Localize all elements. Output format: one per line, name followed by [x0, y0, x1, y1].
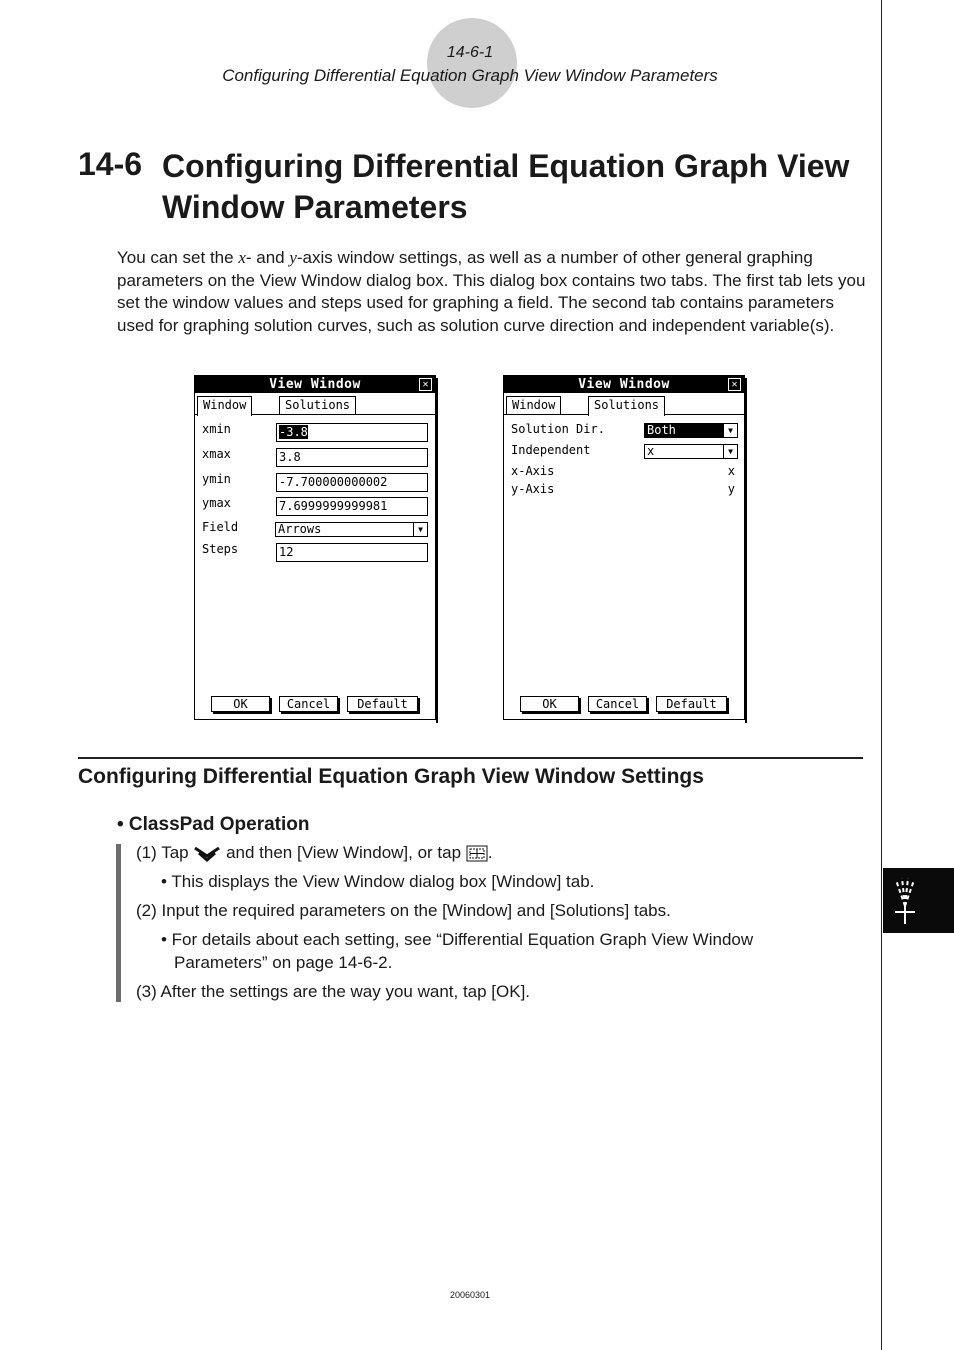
- field-select[interactable]: Arrows ▼: [275, 522, 428, 537]
- cancel-button[interactable]: Cancel: [588, 696, 647, 712]
- intro-paragraph: You can set the x- and y-axis window settings, as well as a number of other general graphing parameters on the View Window dialog box. This dialog box contains two tabs. The first tab lets you set the window values and steps used for graphing a field. The second tab contains parameters used for graphing solution curves, such as solution curve direction and independent variable(s).: [117, 248, 866, 336]
- field-label: Field: [202, 520, 239, 534]
- tab-window[interactable]: Window: [506, 396, 561, 414]
- xmax-label: xmax: [202, 447, 231, 461]
- dropdown-arrow-icon[interactable]: ▼: [723, 445, 737, 458]
- section-number: 14-6: [78, 146, 143, 182]
- tab-window[interactable]: Window: [197, 396, 252, 416]
- section-divider: [78, 757, 863, 759]
- y-axis-label: y-Axis: [511, 482, 555, 496]
- xmin-field[interactable]: -3.8: [276, 423, 428, 442]
- step-1: (1) Tap and then [View Window], or tap .: [136, 843, 493, 862]
- right-margin-rule: [881, 0, 882, 1350]
- close-icon[interactable]: ✕: [419, 378, 432, 391]
- y-axis-value: y: [727, 482, 735, 496]
- x-axis-label: x-Axis: [511, 464, 555, 478]
- step-2-note-line-1: • For details about each setting, see “Differential Equation Graph View Window: [161, 930, 754, 949]
- page-number-badge: [427, 18, 517, 108]
- independent-select[interactable]: x ▼: [644, 444, 738, 459]
- cancel-button[interactable]: Cancel: [279, 696, 338, 712]
- ymax-field[interactable]: 7.6999999999981: [276, 497, 428, 516]
- independent-label: Independent: [511, 443, 591, 457]
- xmin-label: xmin: [202, 422, 231, 436]
- section-title: Configuring Differential Equation Graph View Window Parameters: [162, 148, 850, 225]
- x-axis-value: x: [727, 464, 735, 478]
- dropdown-arrow-icon[interactable]: ▼: [723, 424, 737, 437]
- double-chevron-down-icon[interactable]: [193, 846, 221, 862]
- operation-sidebar: [116, 844, 121, 1002]
- step-2: (2) Input the required parameters on the [Window] and [Solutions] tabs.: [136, 901, 671, 920]
- running-header: Configuring Differential Equation Graph View Window Parameters: [222, 66, 718, 85]
- dialog-title: View Window: [504, 376, 744, 393]
- operation-heading: • ClassPad Operation: [117, 814, 310, 835]
- ok-button[interactable]: OK: [211, 696, 270, 712]
- step-3: (3) After the settings are the way you want, tap [OK].: [136, 982, 531, 1001]
- view-window-icon[interactable]: [466, 845, 488, 862]
- close-icon[interactable]: ✕: [728, 378, 741, 391]
- footer-code: 20060301: [449, 1290, 491, 1300]
- default-button[interactable]: Default: [656, 696, 727, 712]
- tab-bar: [504, 396, 744, 415]
- dialog-title: View Window: [195, 376, 435, 393]
- ymax-label: ymax: [202, 496, 231, 510]
- steps-label: Steps: [202, 542, 239, 556]
- ymin-field[interactable]: -7.700000000002: [276, 473, 428, 492]
- chapter-tab: [883, 868, 954, 933]
- step-1-note: • This displays the View Window dialog box [Window] tab.: [161, 872, 595, 891]
- view-window-dialog-solutions-tab: [503, 375, 745, 720]
- ymin-label: ymin: [202, 472, 231, 486]
- xmax-field[interactable]: 3.8: [276, 448, 428, 467]
- solution-dir-label: Solution Dir.: [511, 422, 605, 436]
- tab-solutions[interactable]: Solutions: [588, 396, 665, 416]
- page-number: 14-6-1: [446, 44, 494, 61]
- solution-dir-select[interactable]: Both ▼: [644, 423, 738, 438]
- tab-solutions[interactable]: Solutions: [279, 396, 356, 414]
- dropdown-arrow-icon[interactable]: ▼: [413, 523, 427, 536]
- steps-field[interactable]: 12: [276, 543, 428, 562]
- subsection-title: Configuring Differential Equation Graph View Window Settings: [78, 765, 704, 788]
- step-2-note-line-2: Parameters” on page 14-6-2.: [174, 953, 393, 972]
- default-button[interactable]: Default: [347, 696, 418, 712]
- tab-bar: [195, 396, 435, 415]
- slope-field-icon: [887, 872, 949, 930]
- ok-button[interactable]: OK: [520, 696, 579, 712]
- view-window-dialog-window-tab: [194, 375, 436, 720]
